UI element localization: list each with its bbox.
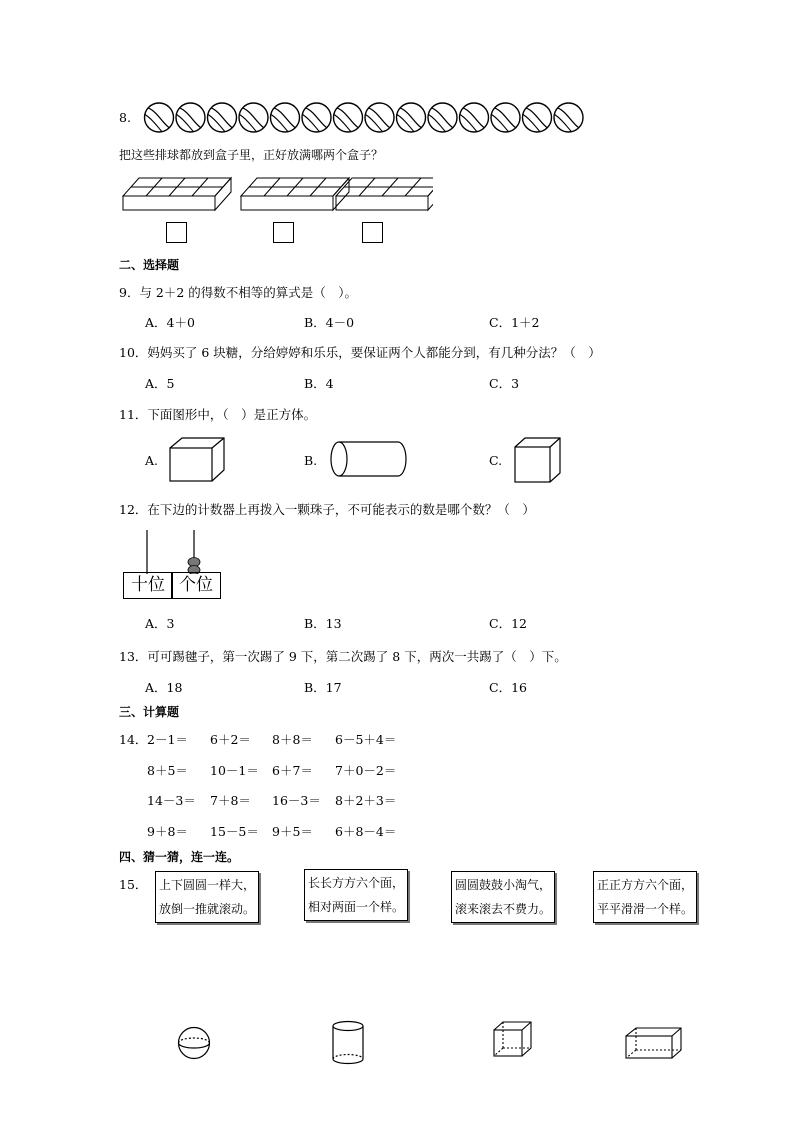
question-stem: 9．与 2＋2 的得数不相等的算式是（ ）。 (119, 285, 358, 300)
question-stem: 10．妈妈买了 6 块糖，分给婷婷和乐乐，要保证两个人都能分到，有几种分法？（ ） (119, 345, 601, 360)
volleyball-icon (145, 103, 174, 132)
option-a[interactable]: A．3 (145, 616, 175, 631)
volleyball-icon (365, 103, 394, 132)
option-c[interactable]: C．3 (489, 376, 520, 391)
riddle-card-1[interactable] (155, 871, 259, 923)
equation: 8＋2＋3＝ (335, 793, 397, 808)
abacus-tens-label: 十位 (123, 572, 173, 599)
volleyball-icon (554, 103, 583, 132)
equation: 6＋7＝ (272, 763, 313, 778)
cuboid-icon (168, 436, 228, 484)
volleyball-icon (302, 103, 331, 132)
riddle-card-2[interactable] (304, 869, 408, 921)
volleyballs (143, 101, 588, 134)
q8-number: 8. (119, 110, 131, 125)
option-b[interactable]: B．4－0 (304, 315, 355, 330)
abacus-rods (145, 530, 205, 574)
volleyball-icon (176, 103, 205, 132)
q14-number: 14． (119, 732, 148, 747)
option-b[interactable]: B．17 (304, 680, 342, 695)
volleyball-icon (239, 103, 268, 132)
volleyball-icon (491, 103, 520, 132)
equation: 10－1＝ (210, 763, 259, 778)
equation: 7＋0－2＝ (335, 763, 397, 778)
riddle-line: 圆圆鼓鼓小淘气， (455, 878, 552, 892)
abacus-ones-label: 个位 (171, 572, 221, 599)
answer-box-3[interactable] (362, 222, 383, 243)
section-title: 四、猜一猜，连一连。 (119, 850, 240, 864)
riddle-line: 长长方方六个面， (308, 876, 405, 890)
section-title: 二、选择题 (119, 258, 180, 272)
equation: 14－3＝ (147, 793, 196, 808)
riddle-line: 上下圆圆一样大， (159, 878, 256, 892)
q15-number: 15． (119, 877, 148, 892)
equation: 16－3＝ (272, 793, 321, 808)
egg-box (336, 178, 433, 210)
egg-boxes (121, 176, 433, 224)
riddle-line: 正正方方六个面， (597, 878, 694, 892)
egg-box (123, 178, 231, 210)
question-stem: 13．可可踢毽子，第一次踢了 9 下，第二次踢了 8 下，两次一共踢了（ ）下。 (119, 649, 567, 664)
option-a[interactable]: A．18 (145, 680, 183, 695)
equation: 15－5＝ (210, 824, 259, 839)
cube-icon (513, 436, 563, 484)
riddle-card-3[interactable] (451, 871, 555, 923)
q8-question: 把这些排球都放到盒子里，正好放满哪两个盒子？ (119, 148, 384, 162)
volleyball-icon (334, 103, 363, 132)
riddle-line: 相对两面一个样。 (308, 900, 405, 914)
option-c[interactable]: C．12 (489, 616, 527, 631)
option-b[interactable]: B．4 (304, 376, 334, 391)
equation: 8＋8＝ (272, 732, 313, 747)
option-a[interactable]: A．5 (145, 376, 175, 391)
riddle-card-4[interactable] (593, 871, 697, 923)
equation: 8＋5＝ (147, 763, 188, 778)
answer-box-1[interactable] (166, 222, 187, 243)
option-b[interactable]: B．13 (304, 616, 342, 631)
riddle-line: 放倒一推就滚动。 (159, 902, 256, 916)
option-b[interactable]: B. (304, 453, 318, 468)
volleyball-icon (428, 103, 457, 132)
volleyball-icon (460, 103, 489, 132)
equation: 7＋8＝ (210, 793, 251, 808)
question-stem: 11．下面图形中，（ ）是正方体。 (119, 407, 317, 422)
cylinder-icon (328, 440, 410, 480)
option-a[interactable]: A. (145, 453, 159, 468)
equation: 2－1＝ (147, 732, 188, 747)
equation: 6＋2＝ (210, 732, 251, 747)
volleyball-icon (271, 103, 300, 132)
question-stem: 12．在下边的计数器上再拨入一颗珠子，不可能表示的数是哪个数？（ ） (119, 502, 535, 517)
equation: 6－5＋4＝ (335, 732, 397, 747)
cuboid-icon[interactable] (624, 1026, 684, 1060)
equation: 9＋8＝ (147, 824, 188, 839)
section-title: 三、计算题 (119, 705, 180, 719)
option-c[interactable]: C．16 (489, 680, 527, 695)
option-c[interactable]: C．1＋2 (489, 315, 540, 330)
option-a[interactable]: A．4＋0 (145, 315, 195, 330)
cube-icon[interactable] (492, 1020, 534, 1058)
sphere-icon[interactable] (176, 1025, 212, 1061)
answer-box-2[interactable] (273, 222, 294, 243)
volleyball-icon (523, 103, 552, 132)
option-c[interactable]: C. (489, 453, 503, 468)
equation: 9＋5＝ (272, 824, 313, 839)
equation: 6＋8－4＝ (335, 824, 397, 839)
riddle-line: 滚来滚去不费力。 (455, 902, 552, 916)
egg-box (241, 178, 349, 210)
volleyball-icon (208, 103, 237, 132)
cylinder-icon[interactable] (330, 1020, 366, 1066)
riddle-line: 平平滑滑一个样。 (597, 902, 694, 916)
volleyball-icon (397, 103, 426, 132)
